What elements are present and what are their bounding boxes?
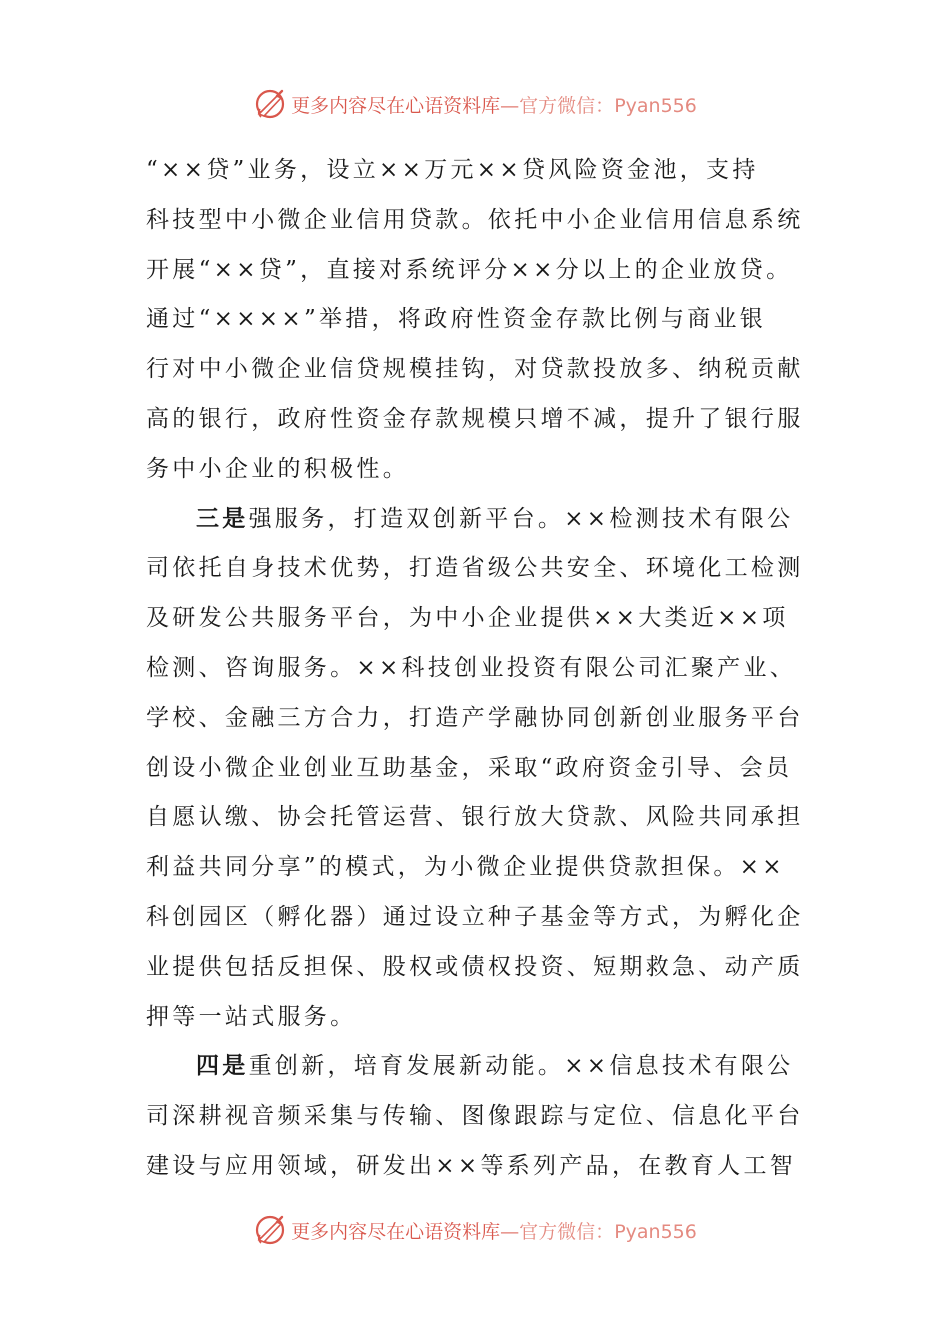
text-line: 及研发公共服务平台，为中小企业提供××大类近××项 xyxy=(146,605,789,632)
text-line: 自愿认缴、协会托管运营、银行放大贷款、风险共同承担 xyxy=(146,804,804,831)
text-line: 建设与应用领域，研发出××等系列产品，在教育人工智 xyxy=(146,1152,797,1179)
watermark-brand: 更多内容尽在心语资料库 xyxy=(291,94,501,117)
text-line: 利益共同分享”的模式，为小微企业提供贷款担保。×× xyxy=(146,854,785,881)
watermark-dash: — xyxy=(500,94,520,117)
text-line: 科技型中小微企业信用贷款。依托中小企业信用信息系统 xyxy=(146,206,804,233)
watermark-label: 官方微信： xyxy=(519,1220,615,1243)
text-line xyxy=(146,1042,812,1092)
text-line: 通过“××××”举措，将政府性资金存款比例与商业银 xyxy=(146,306,767,333)
text-line xyxy=(146,495,812,545)
text-line: 行对中小微企业信贷规模挂钩，对贷款投放多、纳税贡献 xyxy=(146,356,804,383)
paragraph-strengthen-services xyxy=(146,495,812,1043)
text-line: 开展“××贷”，直接对系统评分××分以上的企业放贷。 xyxy=(146,256,793,283)
paragraph-lead: 三是 xyxy=(196,505,249,532)
paragraph-loan-business xyxy=(146,146,812,495)
text-line: 务中小企业的积极性。 xyxy=(146,455,409,482)
text-line: 司依托自身技术优势，打造省级公共安全、环境化工检测 xyxy=(146,555,804,582)
paragraph-emphasize-innovation xyxy=(146,1042,812,1191)
watermark-wechat-id: Pyan556 xyxy=(614,94,697,117)
pen-logo-icon xyxy=(253,1213,287,1247)
text-line: 学校、金融三方合力，打造产学融协同创新创业服务平台 xyxy=(146,704,804,731)
text-line: 科创园区（孵化器）通过设立种子基金等方式，为孵化企 xyxy=(146,903,804,930)
document-body xyxy=(146,146,812,1192)
footer-watermark xyxy=(0,1210,950,1250)
watermark-label: 官方微信： xyxy=(519,94,615,117)
text-line-rest: 重创新，培育发展新动能。××信息技术有限公 xyxy=(248,1053,794,1080)
watermark-text xyxy=(291,1217,697,1244)
text-line: 高的银行，政府性资金存款规模只增不减，提升了银行服 xyxy=(146,405,804,432)
header-watermark xyxy=(0,84,950,124)
text-line: 检测、咨询服务。××科技创业投资有限公司汇聚产业、 xyxy=(146,654,797,681)
paragraph-lead: 四是 xyxy=(196,1053,249,1080)
text-line: 押等一站式服务。 xyxy=(146,1003,357,1030)
watermark-text xyxy=(291,91,697,118)
text-line: 业提供包括反担保、股权或债权投资、短期救急、动产质 xyxy=(146,953,804,980)
watermark-dash: — xyxy=(500,1220,520,1243)
watermark-brand: 更多内容尽在心语资料库 xyxy=(291,1220,501,1243)
text-line: 创设小微企业创业互助基金，采取“政府资金引导、会员 xyxy=(146,754,793,781)
pen-logo-icon xyxy=(253,87,287,121)
text-line-rest: 强服务，打造双创新平台。××检测技术有限公 xyxy=(248,505,794,532)
text-line: “××贷”业务，设立××万元××贷风险资金池，支持 xyxy=(146,157,759,183)
text-line: 司深耕视音频采集与传输、图像跟踪与定位、信息化平台 xyxy=(146,1103,804,1130)
watermark-wechat-id: Pyan556 xyxy=(614,1220,697,1243)
